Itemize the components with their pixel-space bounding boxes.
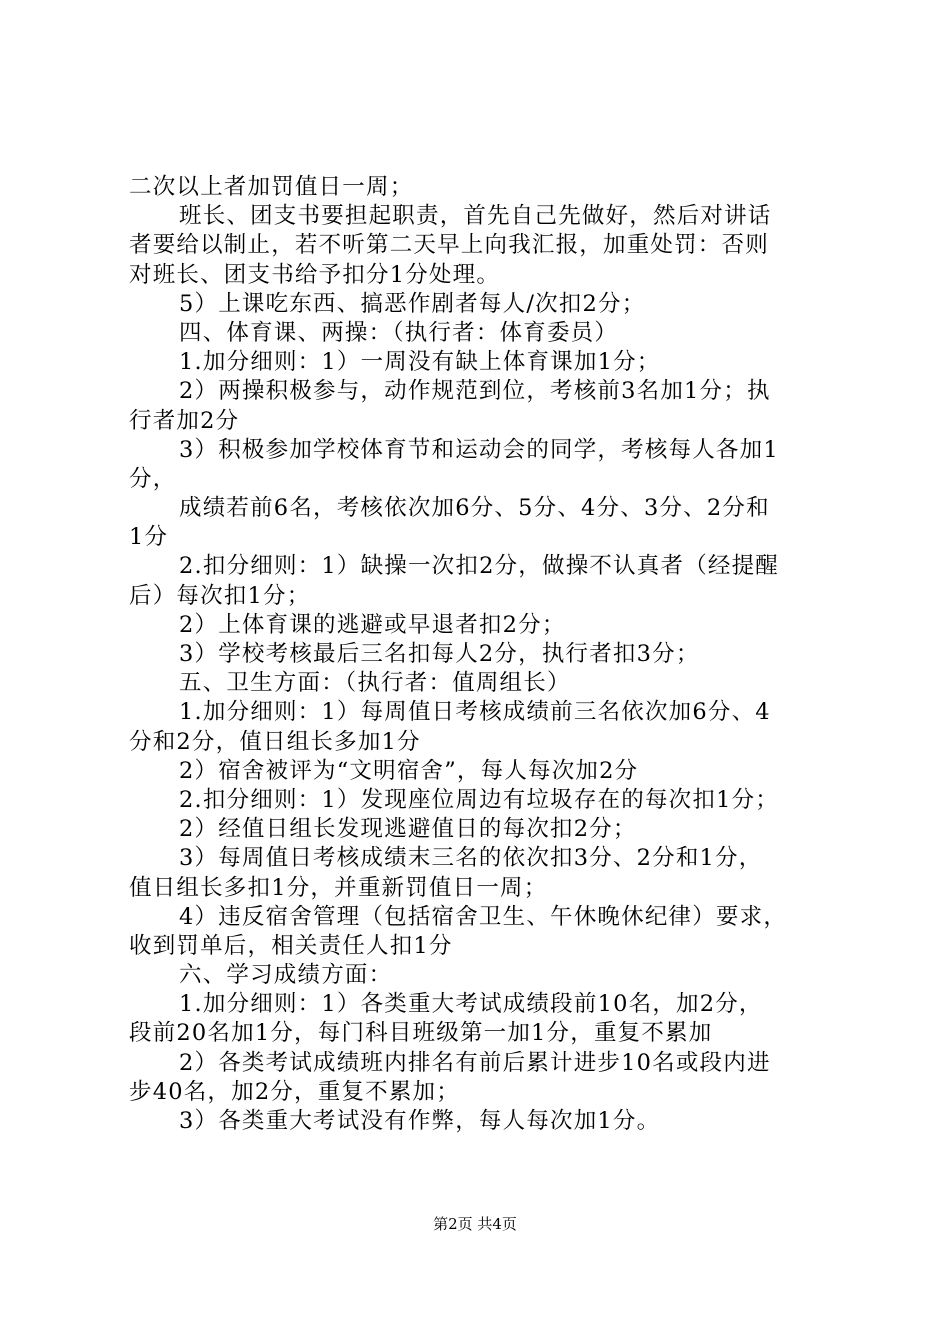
text-line: 者要给以制止，若不听第二天早上向我汇报，加重处罚：否则 — [129, 232, 769, 259]
text-line: 后）每次扣1分； — [129, 582, 311, 609]
text-line: 2）各类考试成绩班内排名有前后累计进步10名或段内进 — [179, 1049, 771, 1076]
text-line: 2.扣分细则：1）发现座位周边有垃圾存在的每次扣1分； — [179, 786, 779, 813]
section-heading: 五、卫生方面：（执行者：值周组长） — [179, 670, 571, 697]
text-line: 班长、团支书要担起职责，首先自己先做好，然后对讲话 — [179, 203, 772, 230]
text-line: 4）违反宿舍管理（包括宿舍卫生、午休晚休纪律）要求， — [179, 903, 788, 930]
text-line: 3）各类重大考试没有作弊，每人每次加1分。 — [179, 1108, 661, 1134]
document-body — [129, 173, 834, 1136]
text-line: 成绩若前6名，考核依次加6分、5分、4分、3分、2分和 — [179, 495, 770, 522]
text-line: 3）学校考核最后三名扣每人2分，执行者扣3分； — [179, 641, 700, 667]
text-line: 3）积极参加学校体育节和运动会的同学，考核每人各加1 — [179, 436, 779, 463]
text-line: 行者加2分 — [129, 407, 240, 434]
text-line: 2）宿舍被评为“文明宿舍”，每人每次加2分 — [179, 757, 639, 784]
text-line: 2）上体育课的逃避或早退者扣2分； — [179, 611, 566, 638]
text-line: 3）每周值日考核成绩末三名的依次扣3分、2分和1分， — [179, 845, 763, 872]
section-heading: 六、学习成绩方面： — [179, 962, 393, 989]
text-line: 值日组长多扣1分，并重新罚值日一周； — [129, 874, 548, 901]
page-footer — [0, 1214, 950, 1234]
text-line: 2）两操积极参与，动作规范到位，考核前3名加1分；执 — [179, 378, 771, 405]
text-line: 步40名，加2分，重复不累加； — [129, 1078, 460, 1105]
text-line: 收到罚单后，相关责任人扣1分 — [129, 932, 453, 959]
text-line: 分和2分，值日组长多加1分 — [129, 728, 421, 755]
text-line: 1分 — [129, 524, 169, 551]
text-line: 2）经值日组长发现逃避值日的每次扣2分； — [179, 816, 637, 843]
text-line: 对班长、团支书给予扣分1分处理。 — [129, 261, 501, 288]
page-number-label: 第2页 共4页 — [433, 1215, 517, 1233]
text-line: 1.加分细则：1）一周没有缺上体育课加1分； — [179, 349, 661, 376]
text-line: 二次以上者加罚值日一周； — [129, 174, 414, 200]
text-line: 1.加分细则：1）各类重大考试成绩段前10名，加2分， — [179, 991, 763, 1018]
text-line: 1.加分细则：1）每周值日考核成绩前三名依次加6分、4 — [179, 699, 771, 726]
text-line: 段前20名加1分，每门科目班级第一加1分，重复不累加 — [129, 1020, 713, 1047]
text-line: 5）上课吃东西、搞恶作剧者每人/次扣2分； — [179, 290, 646, 317]
text-line: 2.扣分细则：1）缺操一次扣2分，做操不认真者（经提醒 — [179, 553, 779, 580]
text-line: 分， — [129, 465, 177, 492]
section-heading: 四、体育课、两操：（执行者：体育委员） — [179, 319, 619, 346]
